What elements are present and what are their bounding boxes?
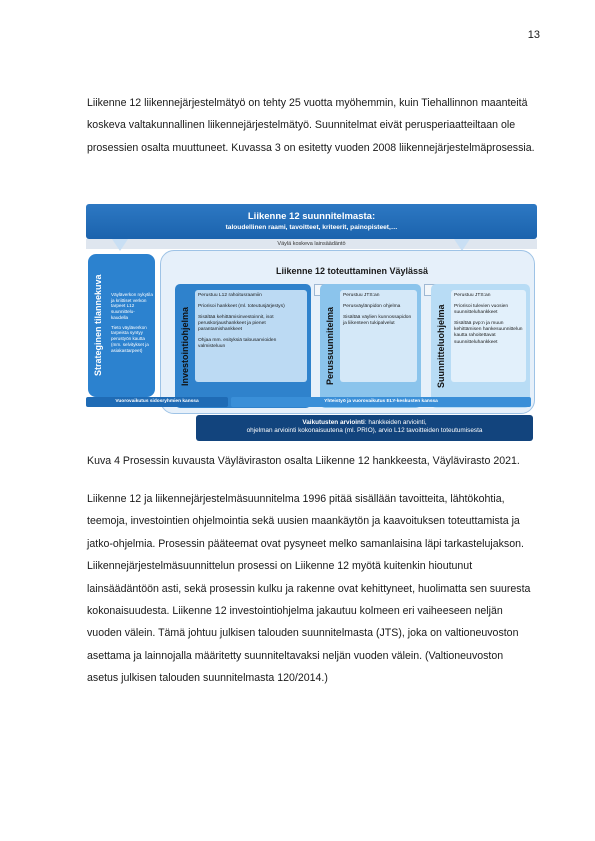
panel-line: Sisältää kehittämisinvestoinnit, isot peruskorjaushankkeet ja pienet parantamishankkeet [198, 314, 274, 333]
panel-line: Perustuu JTS:an [454, 293, 491, 298]
strategic-title: Strateginen tilannekuva [93, 274, 103, 377]
impact-title: Vaikutusten arviointi [302, 419, 365, 426]
figure-caption: Kuva 4 Prosessin kuvausta Väyläviraston osalta Liikenne 12 hankkeesta, Väylävirasto 2021. [87, 455, 520, 467]
stakeholder-cooperation-bar: Vuorovaikutus sidosryhmien kanssa [86, 397, 228, 407]
panel-basic-maintenance [320, 284, 421, 408]
panel-line: Perustuu L12 rahoitusraamiin [198, 293, 262, 298]
law-bar: Väylä koskeva lainsäädäntö [86, 239, 537, 249]
impact-line-2: ohjelman arviointi kokonaisuutena (ml. PRIO), arvio L12 tavoitteiden toteutumisesta [246, 427, 483, 434]
panel-investment-program [175, 284, 311, 408]
implementation-title: Liikenne 12 toteuttaminen Väylässä [276, 266, 429, 276]
arrow-down-icon [112, 239, 128, 251]
panel-title: Perussuunnitelma [325, 306, 335, 386]
paragraph-body: Liikenne 12 ja liikennejärjestelmäsuunnitelma 1996 pitää sisällään tavoitteita, lähtökohtia, teemoja, investointien ohjelmointia sekä uusien maankäytön ja kaavoituksen toteuttamista ja jatko-ohjelmia. Prosessin pääteemat ovat pysyneet melko samanlaisina läpi tarkastelujakson. Liikennejärjestelmäsuunnittelun prosessi on Liikenne 12 myötä kuitenkin hioutunut lainsäädäntöön asti, sekä prosessin kulku ja rakenne ovat kehittyneet, huolimatta sen suuresta kokonaisuudesta. Liikenne 12 investointiohjelma jakautuu kolmeen eri vaiheeseen neljän vuoden välein. Tämä johtuu julkisen talouden suunnitelmasta (JTS), joka on valtioneuvoston asettama ja lainnojalla määritetty suunniteltavaksi neljän vuoden välein. (Valtioneuvoston asetus julkisen talouden suunnitelmasta 120/2014.) [87, 493, 531, 685]
panel-line: Perustuu JTS:an [343, 293, 380, 298]
panel-line: Priorisoi tulevien vuosien suunnitteluhankkeet [454, 303, 509, 316]
page-number: 13 [527, 29, 540, 41]
panel-planning-program [431, 284, 530, 408]
banner-subtitle: taloudellinen raami, tavoitteet, kriteerit, painopisteet,… [225, 224, 398, 231]
panel-title: Suunnitteluohjelma [436, 304, 446, 388]
figure-banner [86, 204, 537, 239]
banner-title: Liikenne 12 suunnitelmasta: [247, 211, 376, 222]
panel-line: Sisältää väylien kunnossapidon ja liikenteen tukipalvelut [343, 314, 412, 326]
ely-cooperation-bar: Yhteistyö ja vuorovaikutus ELY-keskusten kanssa [231, 397, 531, 407]
panel-line: Priorisoi hankkeet (ml. toteutusjärjestys) [198, 303, 285, 309]
strategic-text-2: Tieto väyläverkon tarpeista syntyy perustyön kautta (mm. selvitykset ja asiakastarpeet) [111, 324, 149, 353]
panel-line: Ohjaa mm. esityksiä talousarvioiden valmisteluun [198, 337, 277, 350]
panel-title: Investointiohjelma [180, 306, 190, 386]
panel-line: Perusväylänpidon ohjelma [343, 303, 401, 309]
impact-assessment-box [196, 415, 533, 441]
strategic-text-1: Väyläverkon nykytila ja kriittiset verkon tarpeet L12 suunnittelu- kaudella [111, 292, 153, 320]
impact-line-1: : hankkeiden arviointi, [364, 419, 427, 426]
process-figure [86, 204, 537, 443]
strategic-overview-box [88, 254, 155, 397]
paragraph-intro: Liikenne 12 liikennejärjestelmätyö on tehty 25 vuotta myöhemmin, kuin Tiehallinnon maanteitä koskeva valtakunnallinen liikennejärjestelmätyö. Suunnitelmat eivät perusperiaatteiltaan ole prosessien osalta muuttuneet. Kuvassa 3 on esitetty vuoden 2008 liikennejärjestelmäprosessia. [87, 97, 535, 154]
panel-line: Sisältää pvp:n ja muun kehittämisen hankesuunnittelun kautta rahoitettavat suunnitteluhankkeet [454, 320, 523, 345]
